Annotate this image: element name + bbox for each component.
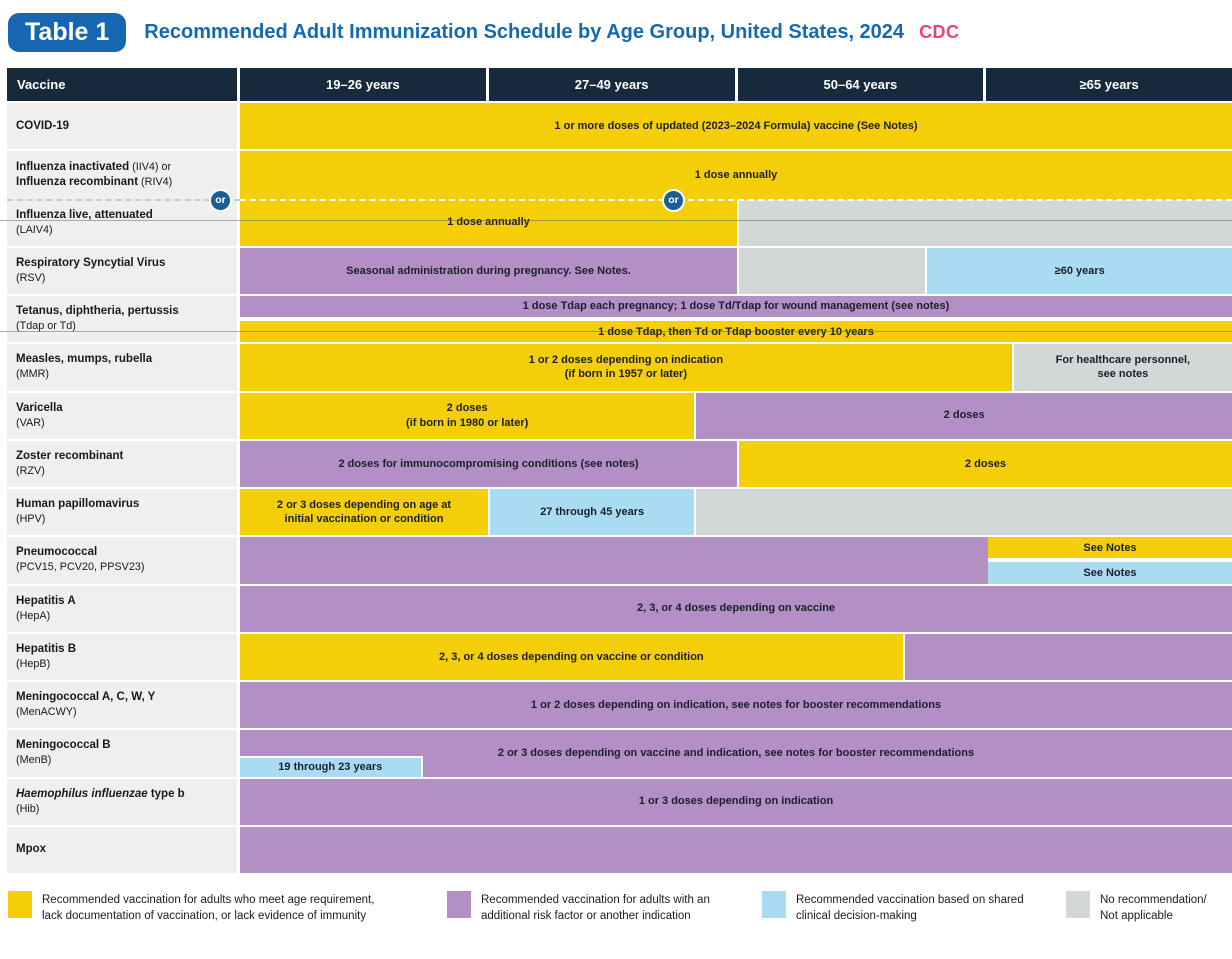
vaccine-label-text: (IIV4) or bbox=[129, 161, 172, 174]
bar-text: See Notes bbox=[1083, 566, 1137, 579]
vaccine-label-text: Varicella bbox=[16, 401, 63, 414]
vaccine-label-text: Measles, mumps, rubella bbox=[16, 353, 153, 366]
vaccine-label-text: (RSV) bbox=[16, 271, 46, 284]
legend-item-yellow bbox=[8, 891, 374, 924]
scan-artifact-line-2 bbox=[0, 331, 1232, 332]
bar-text: 1 dose Tdap each pregnancy; 1 dose Td/Tdap for wound management (see notes) bbox=[522, 300, 950, 313]
legend-text bbox=[42, 891, 374, 924]
bar-text: 1 dose annually bbox=[447, 216, 530, 229]
row-bars-influenza-live-attenuated bbox=[240, 200, 1232, 246]
scan-artifact-line-1 bbox=[0, 220, 1232, 221]
vaccine-row-hpv bbox=[7, 489, 1232, 535]
legend-text-line: Recommended vaccination based on shared bbox=[796, 894, 1024, 906]
bar-mmr-yellow-0 bbox=[240, 344, 1012, 390]
vaccine-label-tdap-td bbox=[7, 296, 237, 342]
vaccine-label-text: Influenza recombinant bbox=[16, 176, 139, 189]
bar-rsv-blue-2 bbox=[925, 248, 1232, 294]
vaccine-row-hepatitis-b bbox=[7, 634, 1232, 680]
bar-text: Seasonal administration during pregnancy. See Notes. bbox=[346, 264, 631, 277]
column-header-age-3: 50–64 years bbox=[738, 68, 984, 101]
bar-mpox-purple-0 bbox=[240, 827, 1232, 873]
vaccine-label-text: (MMR) bbox=[16, 368, 49, 381]
vaccine-label-text: Influenza live, attenuated bbox=[16, 208, 153, 221]
legend-text-line: additional risk factor or another indication bbox=[481, 910, 691, 923]
bar-varicella-purple-1 bbox=[694, 393, 1232, 439]
vaccine-label-text: (RZV) bbox=[16, 464, 45, 477]
bar-hepatitis-b-yellow-0 bbox=[240, 634, 903, 680]
legend-swatch-purple bbox=[447, 891, 471, 918]
vaccine-label-hib bbox=[7, 779, 237, 825]
vaccine-row-pneumococcal bbox=[7, 537, 1232, 583]
vaccine-label-text: (MenB) bbox=[16, 754, 52, 767]
vaccine-label-text: Mpox bbox=[16, 843, 47, 856]
vaccine-row-hepatitis-a bbox=[7, 586, 1232, 632]
row-bars-covid-19 bbox=[240, 103, 1232, 149]
page-title: Recommended Adult Immunization Schedule by Age Group, United States, 2024 bbox=[144, 20, 905, 43]
vaccine-label-text: (Tdap or Td) bbox=[16, 320, 76, 333]
bar-text: 2, 3, or 4 doses depending on vaccine bbox=[636, 602, 836, 615]
row-bars-menacwy bbox=[240, 682, 1232, 728]
legend-swatch-grey bbox=[1066, 891, 1090, 918]
or-dashed-separator-label bbox=[7, 199, 240, 201]
row-bars-varicella bbox=[240, 393, 1232, 439]
vaccine-label-text: Meningococcal A, C, W, Y bbox=[16, 691, 156, 704]
bar-text: 1 or 2 doses depending on indication bbox=[528, 354, 724, 367]
bar-hpv-yellow-0 bbox=[240, 489, 488, 535]
vaccine-label-text: Pneumococcal bbox=[16, 546, 98, 559]
row-bars-hepatitis-b bbox=[240, 634, 1232, 680]
vaccine-label-text: Meningococcal B bbox=[16, 739, 111, 752]
vaccine-label-text: (LAIV4) bbox=[16, 223, 53, 236]
bar-text: 1 or 3 doses depending on indication bbox=[638, 795, 834, 808]
vaccine-label-text: (PCV15, PCV20, PPSV23) bbox=[16, 561, 145, 574]
column-header-age-4: ≥65 years bbox=[986, 68, 1232, 101]
bar-tdap-td-purple-0 bbox=[240, 296, 1232, 319]
legend-text-line: Recommended vaccination for adults with an bbox=[481, 894, 710, 906]
vaccine-label-text: COVID-19 bbox=[16, 119, 70, 132]
bar-text: 2 doses for immunocompromising conditions (see notes) bbox=[338, 457, 639, 470]
legend-text-line: clinical decision-making bbox=[796, 910, 917, 923]
vaccine-label-influenza-inactivated-recombinant bbox=[7, 151, 237, 199]
row-bars-influenza-inactivated-recombinant bbox=[215, 151, 1232, 206]
vaccine-row-tdap-td bbox=[7, 296, 1232, 342]
vaccine-label-text: Haemophilus influenzae bbox=[16, 787, 148, 800]
bar-rsv-purple-0 bbox=[240, 248, 737, 294]
bar-text-line2: initial vaccination or condition bbox=[284, 513, 444, 526]
vaccine-label-text: type b bbox=[147, 787, 185, 800]
row-bars-mmr bbox=[240, 344, 1232, 390]
row-bars-mpox bbox=[240, 827, 1232, 873]
bar-influenza-live-attenuated-yellow-0 bbox=[240, 200, 737, 246]
vaccine-label-text: Respiratory Syncytial Virus bbox=[16, 256, 166, 269]
bar-text: 1 or 2 doses depending on indication, see notes for booster recommendations bbox=[530, 698, 942, 711]
vaccine-row-rsv bbox=[7, 248, 1232, 294]
bar-text: For healthcare personnel, bbox=[1055, 354, 1191, 367]
vaccine-label-menacwy bbox=[7, 682, 237, 728]
vaccine-label-hpv bbox=[7, 489, 237, 535]
bar-text-line2: (if born in 1980 or later) bbox=[406, 416, 529, 429]
legend-text-line: lack documentation of vaccination, or lack evidence of immunity bbox=[42, 910, 367, 923]
table-header-row bbox=[7, 68, 1232, 101]
vaccine-row-covid-19 bbox=[7, 103, 1232, 149]
vaccine-label-menb bbox=[7, 730, 237, 776]
vaccine-label-text: (HepB) bbox=[16, 657, 51, 670]
column-header-age-2: 27–49 years bbox=[489, 68, 735, 101]
bar-text-line2: see notes bbox=[1097, 368, 1149, 381]
legend-item-blue bbox=[762, 891, 1024, 924]
bar-menacwy-purple-0 bbox=[240, 682, 1232, 728]
vaccine-label-text: Human papillomavirus bbox=[16, 498, 140, 511]
vaccine-row-mmr bbox=[7, 344, 1232, 390]
bar-hpv-blue-1 bbox=[488, 489, 694, 535]
bar-varicella-yellow-0 bbox=[240, 393, 694, 439]
bar-text: 1 dose annually bbox=[694, 169, 778, 182]
bar-hib-purple-0 bbox=[240, 779, 1232, 825]
bar-pneumococcal-yellow-1 bbox=[988, 537, 1232, 560]
vaccine-label-text: (Hib) bbox=[16, 802, 40, 815]
or-badge: or bbox=[662, 189, 685, 212]
bar-menb-blue-1 bbox=[240, 756, 423, 777]
row-bars-hepatitis-a bbox=[240, 586, 1232, 632]
legend-swatch-yellow bbox=[8, 891, 32, 918]
vaccine-label-text: (VAR) bbox=[16, 416, 45, 429]
bar-text: 2 doses bbox=[446, 402, 488, 415]
bar-text-line2: (if born in 1957 or later) bbox=[564, 368, 687, 381]
bar-hepatitis-a-purple-0 bbox=[240, 586, 1232, 632]
vaccine-label-pneumococcal bbox=[7, 537, 237, 583]
bar-text: 2 doses bbox=[965, 457, 1006, 470]
bar-text: 19 through 23 years bbox=[278, 760, 383, 773]
cdc-logo: CDC bbox=[919, 21, 960, 42]
legend-text-line: Recommended vaccination for adults who meet age requirement, bbox=[42, 894, 375, 906]
vaccine-label-text: Tetanus, diphtheria, pertussis bbox=[16, 305, 179, 318]
bar-pneumococcal-purple-0 bbox=[240, 537, 988, 583]
vaccine-label-text: (HepA) bbox=[16, 609, 51, 622]
row-bars-hpv bbox=[240, 489, 1232, 535]
or-dashed-separator bbox=[240, 199, 1232, 201]
legend-swatch-blue bbox=[762, 891, 786, 918]
vaccine-row-influenza-live-attenuated bbox=[7, 200, 1232, 246]
table-number-badge: Table 1 bbox=[8, 13, 126, 52]
bar-zoster-recombinant-purple-0 bbox=[240, 441, 737, 487]
bar-hepatitis-b-purple-1 bbox=[903, 634, 1232, 680]
vaccine-label-mmr bbox=[7, 344, 237, 390]
vaccine-label-text: (RIV4) bbox=[138, 176, 173, 189]
title-bar bbox=[8, 6, 1224, 58]
vaccine-label-zoster-recombinant bbox=[7, 441, 237, 487]
legend-text-line: No recommendation/ bbox=[1100, 894, 1207, 906]
column-header-age-1: 19–26 years bbox=[240, 68, 486, 101]
bar-text: 1 or more doses of updated (2023–2024 Formula) vaccine (See Notes) bbox=[554, 119, 918, 132]
bar-influenza-live-attenuated-grey-1 bbox=[737, 200, 1232, 246]
bar-pneumococcal-blue-2 bbox=[988, 560, 1232, 583]
vaccine-row-hib bbox=[7, 779, 1232, 825]
vaccine-label-rsv bbox=[7, 248, 237, 294]
vaccine-label-text: Influenza inactivated bbox=[16, 161, 130, 174]
bar-text: 1 dose Tdap, then Td or Tdap booster every 10 years bbox=[598, 325, 874, 338]
or-badge: or bbox=[209, 189, 232, 212]
vaccine-label-hepatitis-b bbox=[7, 634, 237, 680]
vaccine-label-text: Hepatitis B bbox=[16, 642, 77, 655]
bar-influenza-inactivated-recombinant-yellow-0 bbox=[240, 151, 1232, 199]
row-bars-tdap-td bbox=[240, 296, 1232, 342]
legend-item-purple bbox=[447, 891, 710, 924]
legend bbox=[0, 891, 1232, 937]
vaccine-row-menb bbox=[7, 730, 1232, 776]
legend-text bbox=[481, 891, 710, 924]
vaccine-label-text: Hepatitis A bbox=[16, 594, 76, 607]
bar-rsv-grey-1 bbox=[737, 248, 925, 294]
bar-covid-19-yellow-0 bbox=[240, 103, 1232, 149]
row-bars-rsv bbox=[240, 248, 1232, 294]
legend-text bbox=[796, 891, 1024, 924]
vaccine-label-influenza-live-attenuated bbox=[7, 200, 237, 246]
legend-item-grey bbox=[1066, 891, 1207, 924]
legend-text-line: Not applicable bbox=[1100, 910, 1173, 923]
bar-hpv-grey-2 bbox=[694, 489, 1232, 535]
vaccine-row-zoster-recombinant bbox=[7, 441, 1232, 487]
vaccine-label-covid-19 bbox=[7, 103, 237, 149]
vaccine-row-mpox bbox=[7, 827, 1232, 873]
bar-text: ≥60 years bbox=[1054, 264, 1105, 277]
column-header-vaccine: Vaccine bbox=[7, 68, 237, 101]
vaccine-label-text: Zoster recombinant bbox=[16, 449, 124, 462]
bar-mmr-grey-1 bbox=[1012, 344, 1232, 390]
bar-text: See Notes bbox=[1083, 541, 1137, 554]
vaccine-row-varicella bbox=[7, 393, 1232, 439]
vaccine-label-text: (MenACWY) bbox=[16, 706, 77, 719]
bar-text: 27 through 45 years bbox=[540, 505, 645, 518]
bar-text: 2 or 3 doses depending on age at bbox=[276, 498, 452, 511]
row-bars-menb bbox=[240, 730, 1232, 776]
bar-text: 2, 3, or 4 doses depending on vaccine or condition bbox=[438, 650, 704, 663]
legend-text bbox=[1100, 891, 1207, 924]
row-bars-hib bbox=[240, 779, 1232, 825]
vaccine-label-hepatitis-a bbox=[7, 586, 237, 632]
vaccine-row-influenza-inactivated-recombinant bbox=[7, 151, 1232, 206]
vaccine-label-varicella bbox=[7, 393, 237, 439]
bar-text: 2 or 3 doses depending on vaccine and indication, see notes for booster recommendations bbox=[497, 747, 975, 760]
vaccine-label-mpox bbox=[7, 827, 237, 873]
bar-zoster-recombinant-yellow-1 bbox=[737, 441, 1232, 487]
vaccine-label-text: (HPV) bbox=[16, 513, 46, 526]
bar-text: 2 doses bbox=[943, 409, 985, 422]
row-bars-zoster-recombinant bbox=[240, 441, 1232, 487]
schedule-table bbox=[7, 68, 1232, 875]
table-body bbox=[7, 103, 1232, 873]
row-bars-pneumococcal bbox=[240, 537, 1232, 583]
vaccine-row-menacwy bbox=[7, 682, 1232, 728]
